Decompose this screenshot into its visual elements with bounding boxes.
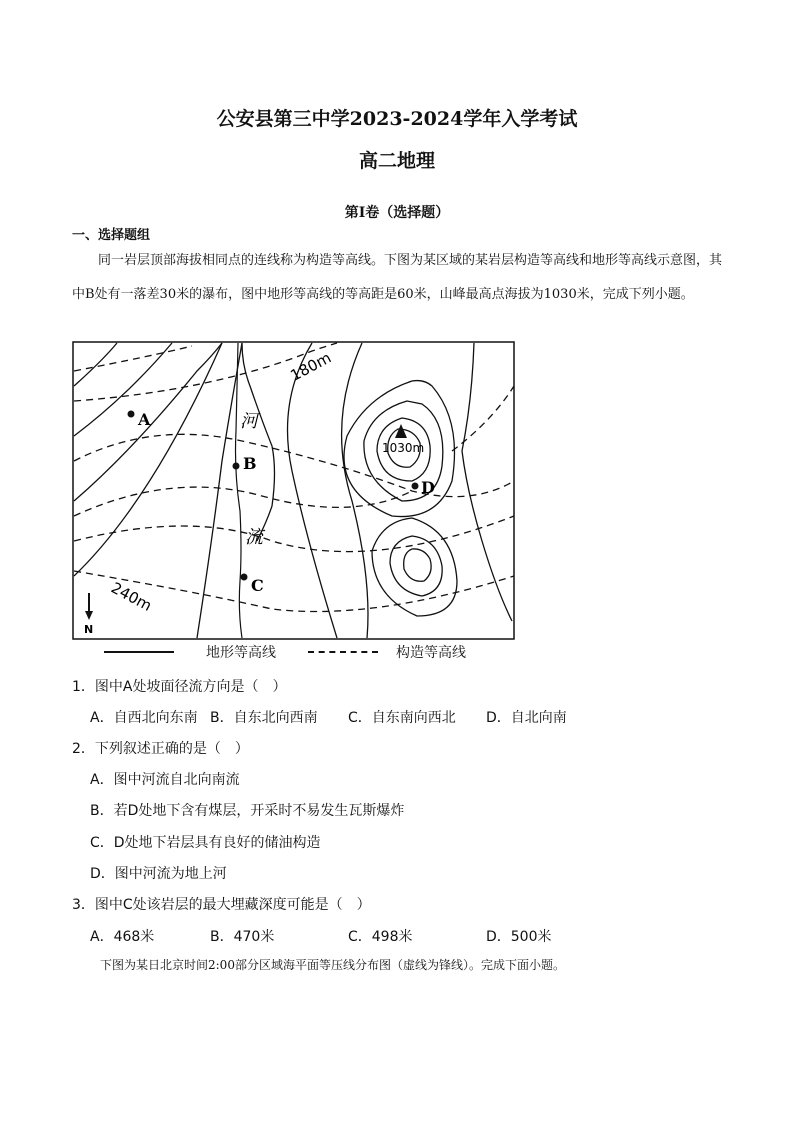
exam-subject: 高二地理 [358, 150, 435, 172]
q3-option-c: C．498米 [348, 929, 413, 945]
q2-option-c: C．D处地下岩层具有良好的储油构造 [90, 835, 321, 851]
question-3-stem: 3．图中C处该岩层的最大埋藏深度可能是（ ） [72, 897, 371, 913]
legend-dashed-line [308, 651, 378, 653]
q3-option-d: D．500米 [486, 929, 552, 945]
label-river-liu: 流 [245, 527, 263, 548]
label-river-he: 河 [240, 411, 258, 432]
q1-option-d: D．自北向南 [486, 710, 567, 726]
point-d-dot [412, 483, 419, 490]
legend-solid-label: 地形等高线 [206, 645, 276, 661]
contour-map [72, 341, 515, 640]
point-a-dot [128, 411, 135, 418]
intro-paragraph: 同一岩层顶部海拔相同点的连线称为构造等高线。下图为某区域的某岩层构造等高线和地形等高线示意图，其中B处有一落差30米的瀑布，图中地形等高线的等高距是60米，山峰最高点海拔为1030米，完成下列小题。 [72, 253, 723, 302]
label-point-c: C [251, 576, 264, 595]
q3-option-a: A．468米 [90, 929, 155, 945]
question-1-stem: 1．图中A处坡面径流方向是（ ） [72, 679, 287, 695]
label-point-b: B [243, 454, 257, 473]
exam-title: 公安县第三中学2023-2024学年入学考试 [216, 108, 578, 130]
label-north: N [84, 623, 94, 636]
label-180m: 180m [287, 348, 335, 385]
q2-option-d: D．图中河流为地上河 [90, 866, 227, 882]
point-c-dot [241, 574, 248, 581]
q1-option-c: C．自东南向西北 [348, 710, 456, 726]
label-240m: 240m [108, 578, 155, 615]
q2-option-b: B．若D处地下含有煤层，开采时不易发生瓦斯爆炸 [90, 803, 405, 819]
q2-option-a: A．图中河流自北向南流 [90, 772, 240, 788]
q1-option-b: B．自东北向西南 [210, 710, 318, 726]
label-point-d: D [421, 478, 435, 497]
map-legend [100, 640, 520, 664]
question-2-stem: 2．下列叙述正确的是（ ） [72, 741, 249, 757]
label-point-a: A [138, 410, 151, 429]
legend-dashed-label: 构造等高线 [396, 645, 466, 661]
legend-solid-line [104, 651, 174, 653]
q1-option-a: A．自西北向东南 [90, 710, 198, 726]
label-peak-elevation: 1030m [382, 441, 425, 455]
next-figure-note: 下图为某日北京时间2:00部分区域海平面等压线分布图（虚线为锋线）。完成下面小题。 [100, 958, 565, 972]
section-heading: 一、选择题组 [72, 228, 151, 243]
volume-heading: 第Ⅰ卷（选择题） [344, 205, 450, 221]
q3-option-b: B．470米 [210, 929, 275, 945]
point-b-dot [233, 463, 240, 470]
